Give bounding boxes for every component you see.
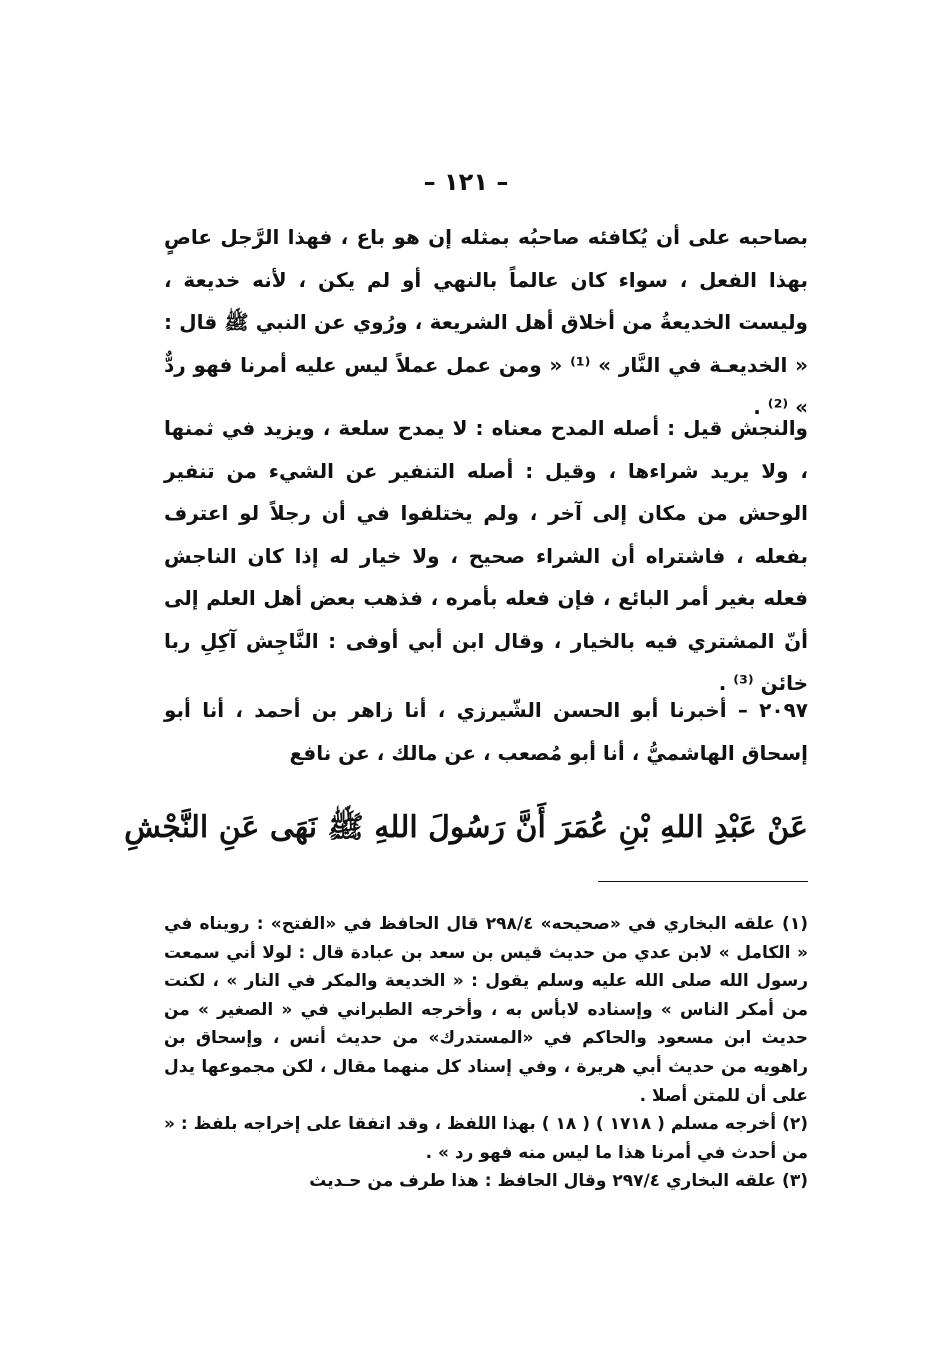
footnotes bbox=[164, 910, 808, 1196]
paragraph-commentary-deception bbox=[164, 216, 808, 429]
paragraph-text: ٢٠٩٧ – أخبرنا أبو الحسن الشّيرزي ، أنا زاهر بن أحمد ، أنا أبو إسحاق الهاشميُّ ، أنا أبو مُصعب ، عن مالك ، عن نافع bbox=[164, 698, 808, 765]
paragraph-hadith-chain bbox=[164, 689, 808, 774]
footnote-separator bbox=[598, 881, 808, 882]
paragraph-text: بصاحبه على أن يُكافئه صاحبُه بمثله إن هو باع ، فهذا الرَّجل عاصٍ بهذا الفعل ، سواء كان عالماً بالنهي أو لم يكن ، لأنه خديعة ، وليست الخديعةُ من أخلاق أهل الشريعة ، ورُوي عن النبي ﷺ قال : « الخديعـة في النَّار » ⁽¹⁾ « ومن عمل عملاً ليس عليه أمرنا فهو ردٌّ » ⁽²⁾ . bbox=[164, 225, 808, 419]
paragraph-najsh-definition bbox=[164, 407, 808, 705]
footnote-2: (٢) أخرجه مسلم ( ١٧١٨ ) ( ١٨ ) بهذا اللفظ ، وقد اتفقا على إخراجه بلفظ : « من أحدث في أمرنا هذا ما ليس منه فهو رد » . bbox=[164, 1114, 809, 1163]
hadith-text: عَنْ عَبْدِ اللهِ بْنِ عُمَرَ أَنَّ رَسُولَ اللهِ ﷺ نَهَى عَنِ النَّجْشِ bbox=[124, 810, 808, 845]
footnote-1: (١) علقه البخاري في «صحيحه» ٢٩٨/٤ قال الحافظ في «الفتح» : رويناه في « الكامل » لابن عدي من حديث قيس بن سعد بن عبادة قال : لولا أني سمعت رسول الله صلى الله عليه وسلم يقول : « الخديعة والمكر في النار » ، لكنت من أمكر الناس » وإسناده لابأس به ، وأخرجه الطبراني في « الصغير » من حديث ابن مسعود والحاكم في «المستدرك» من حديث أنس ، وإسحاق بن راهويه من حديث أبي هريرة ، وفي إسناد كل منهما مقال ، لكن مجموعها يدل على أن للمتن أصلا . bbox=[164, 914, 809, 1106]
paragraph-text: والنجش قيل : أصله المدح معناه : لا يمدح سلعة ، ويزيد في ثمنها ، ولا يريد شراءها ، وقيل : أصله التنفير عن الشيء من تنفير الوحش من مكان إلى آخر ، ولم يختلفوا في أن رجلاً لو اعترف بفعله ، فاشتراه أن الشراء صحيح ، ولا خيار له إذا كان الناجش فعله بغير أمر البائع ، فإن فعله بأمره ، فذهب بعض أهل العلم إلى أنّ المشتري فيه بالخيار ، وقال ابن أبي أوفى : النَّاجِش آكِلِ ربا خائن ⁽³⁾ . bbox=[164, 416, 808, 695]
footnote-3: (٣) علقه البخاري ٢٩٧/٤ وقال الحافظ : هذا طرف من حـديث bbox=[309, 1171, 808, 1192]
page-number: – ١٢١ – bbox=[423, 168, 509, 196]
